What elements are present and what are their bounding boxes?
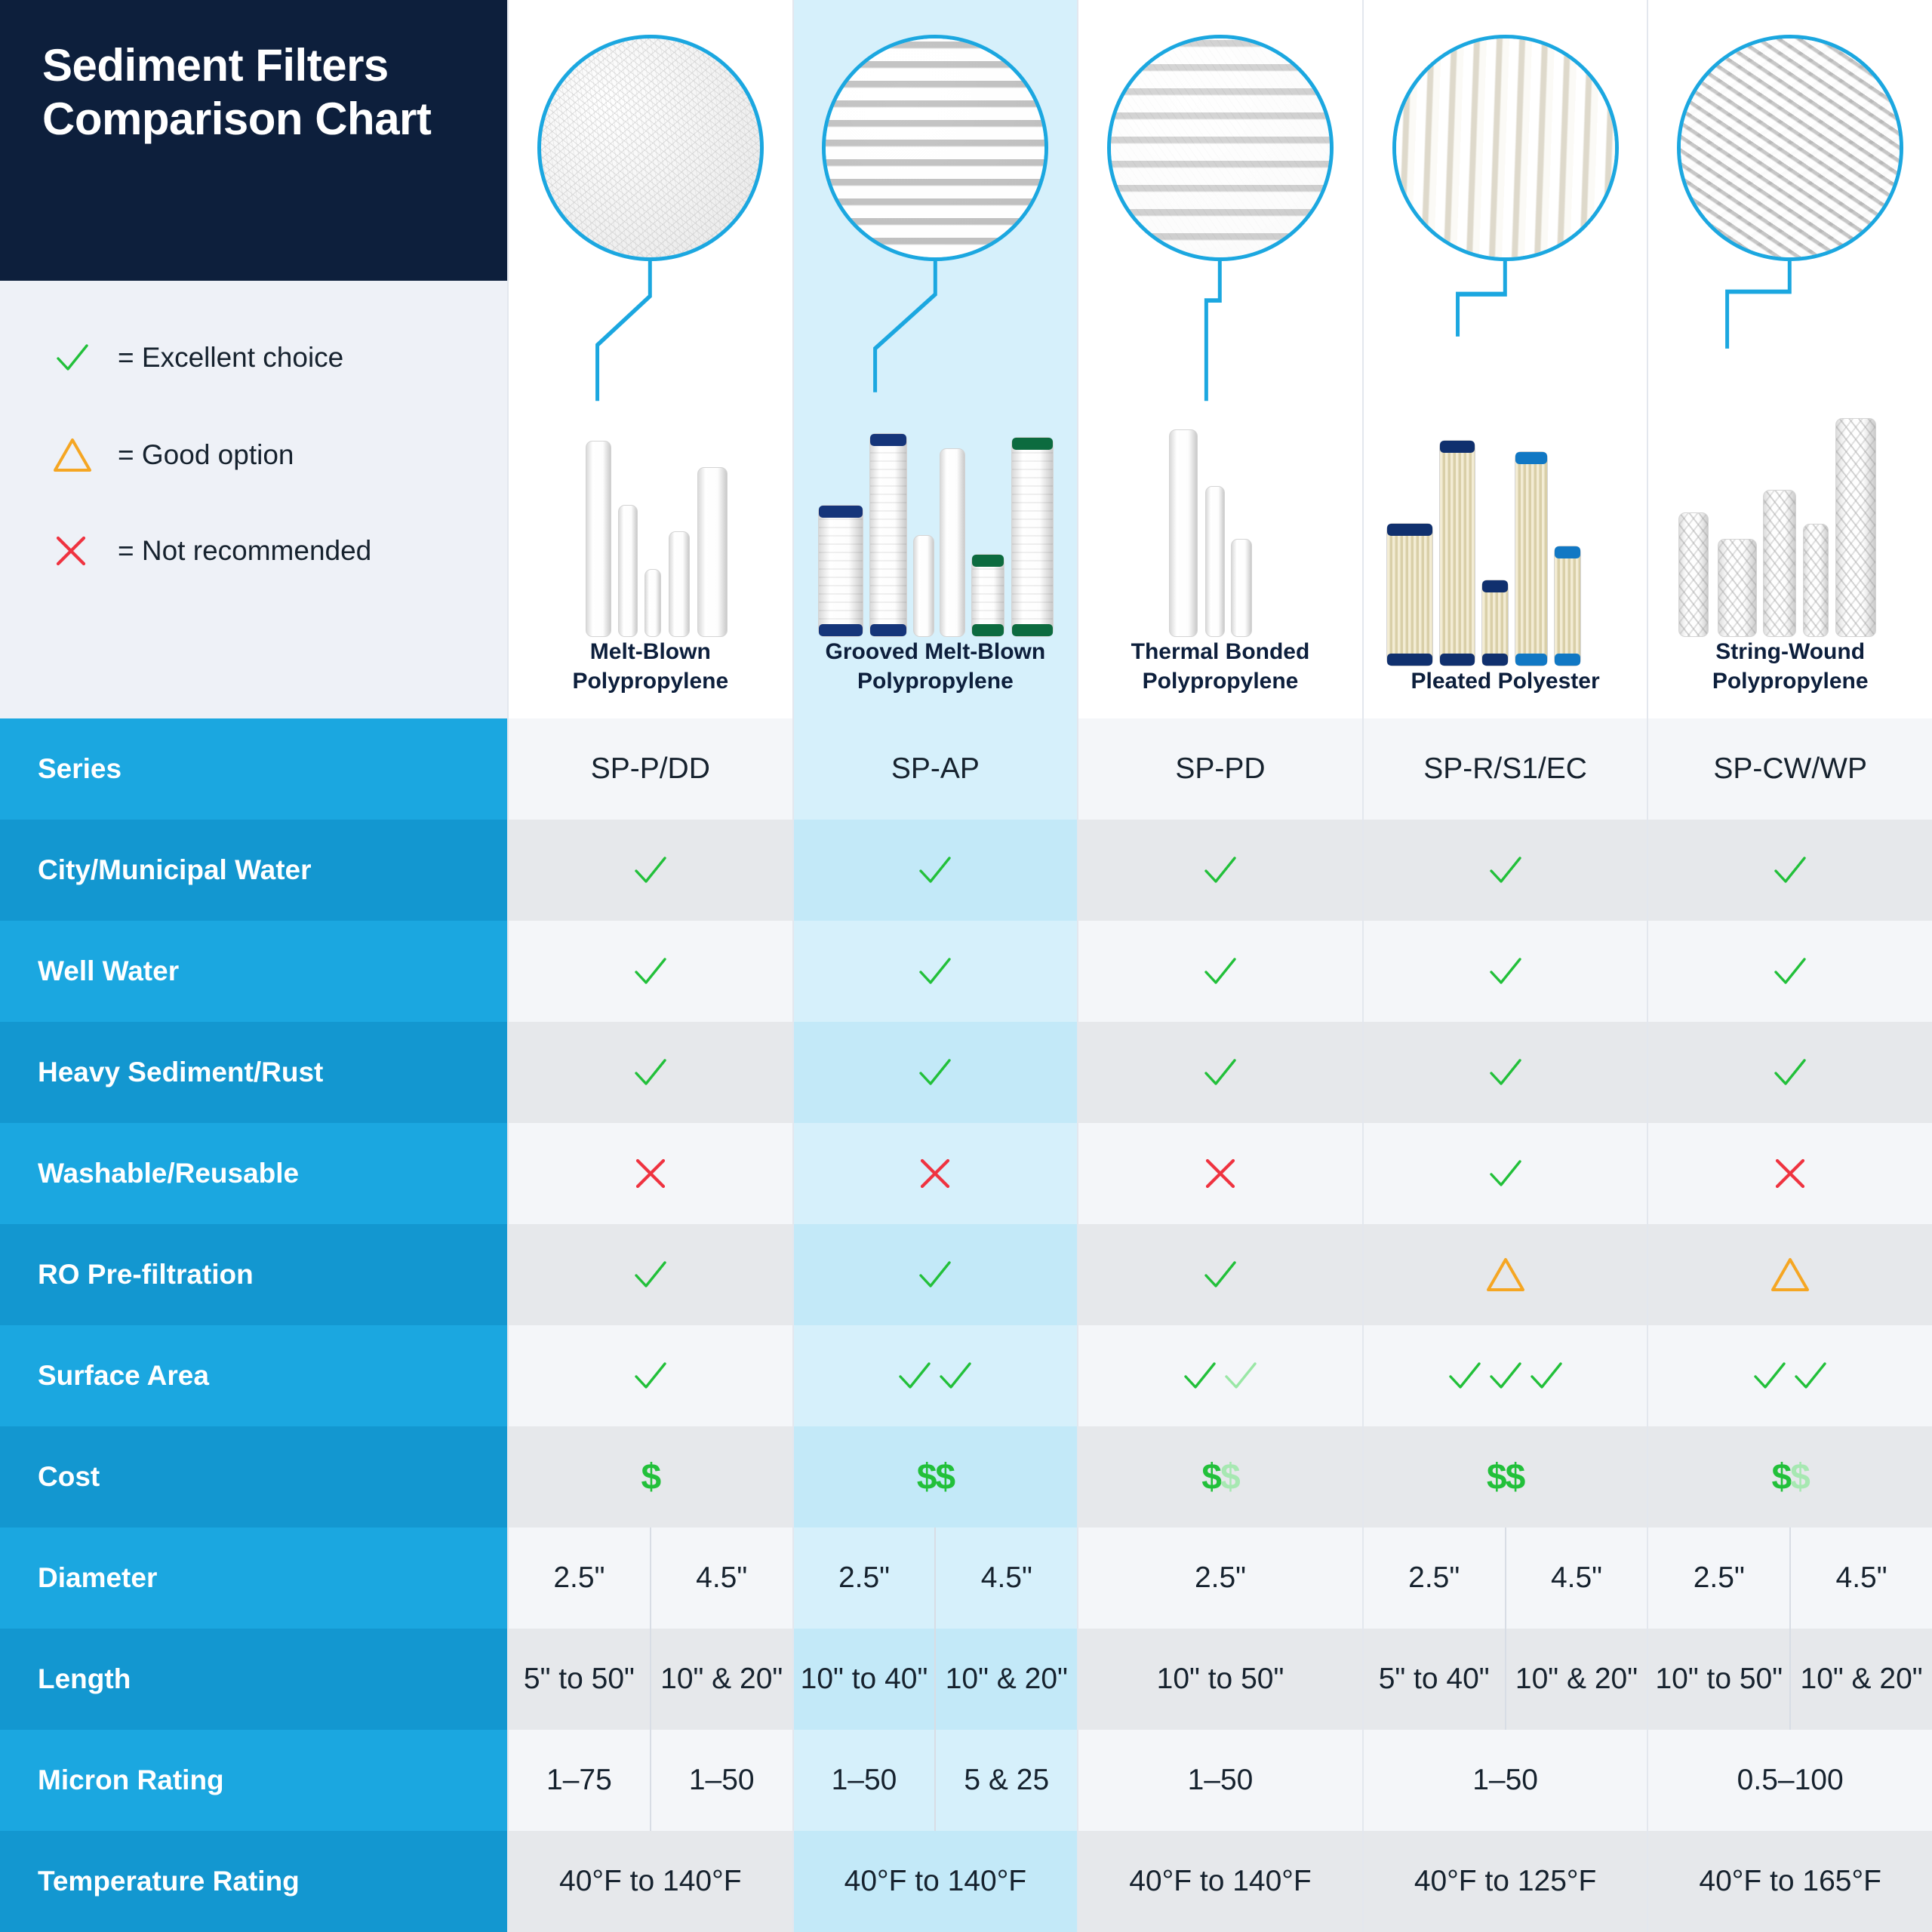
check-icon [1486,952,1525,991]
cell-temp-4: 40°F to 125°F [1362,1831,1647,1932]
cell-length-3: 10" to 50" [1077,1629,1362,1730]
row-label: RO Pre-filtration [0,1224,507,1325]
table-row-well-water [0,921,1932,1022]
cell-city-2 [792,820,1078,921]
cell-cost-5 [1647,1426,1932,1527]
check-icon [1445,1356,1484,1395]
rating-checks [895,1356,975,1395]
cost-rating [1771,1457,1808,1498]
page-title: Sediment Filters Comparison Chart [42,40,432,144]
cell-series-4: SP-R/S1/EC [1362,718,1647,820]
cell-city-1 [507,820,792,921]
cell-cost-3 [1077,1426,1362,1527]
dollar-icon-faded: $ [1220,1457,1239,1497]
cell-length-2 [792,1629,1078,1730]
chart-header [0,0,1932,718]
cost-rating [641,1457,660,1498]
check-icon [1791,1356,1830,1395]
row-label: Surface Area [0,1325,507,1426]
cell-length-4b: 10" & 20" [1505,1629,1647,1730]
table-row-ro-prefiltration [0,1224,1932,1325]
check-icon [1486,1154,1525,1193]
cell-length-5 [1647,1629,1932,1730]
dollar-icon: $ [1771,1457,1791,1497]
cell-washable-5 [1647,1123,1932,1224]
cell-city-5 [1647,820,1932,921]
cell-diameter-2b: 4.5" [934,1527,1077,1629]
rating-checks [1445,1356,1566,1395]
cell-diameter-1 [507,1527,792,1629]
cell-heavy-3 [1077,1022,1362,1123]
row-label: Micron Rating [0,1730,507,1831]
check-icon [936,1356,975,1395]
cell-micron-1a: 1–75 [546,1764,612,1796]
string-wound-filter-illustration [1648,261,1932,637]
table-row-cost [0,1426,1932,1527]
legend [0,281,507,718]
cell-diameter-2a: 2.5" [838,1561,891,1594]
legend-label-excellent: = Excellent choice [118,342,344,373]
cell-temp-5: 40°F to 165°F [1647,1831,1932,1932]
product-label: Thermal Bonded Polypropylene [1131,639,1310,694]
cell-micron-5: 0.5–100 [1647,1730,1932,1831]
cell-length-4 [1362,1629,1647,1730]
swatch-wrap [509,35,792,261]
check-icon [1750,1356,1789,1395]
cell-series-1: SP-P/DD [507,718,792,820]
cell-micron-4: 1–50 [1362,1730,1647,1831]
cell-surface-3 [1077,1325,1362,1426]
cell-micron-1b: 1–50 [650,1730,792,1831]
cell-well-2 [792,921,1078,1022]
cell-washable-4 [1362,1123,1647,1224]
swatch-wrap [794,35,1078,261]
cell-surface-5 [1647,1325,1932,1426]
cell-well-1 [507,921,792,1022]
check-icon [1770,851,1810,890]
legend-label-good: = Good option [118,439,294,470]
table-row-heavy-sediment [0,1022,1932,1123]
check-icon [1201,851,1240,890]
table-row-micron-rating [0,1730,1932,1831]
cell-cost-4 [1362,1426,1647,1527]
dollar-icon-faded: $ [1790,1457,1809,1497]
check-icon [631,851,670,890]
x-icon [1202,1155,1238,1192]
row-label: Well Water [0,921,507,1022]
cell-well-4 [1362,921,1647,1022]
cell-series-3: SP-PD [1077,718,1362,820]
swatch-wrap [1648,35,1932,261]
check-icon [915,851,955,890]
pleated-polyester-texture-icon [1392,35,1619,261]
triangle-icon [1486,1256,1525,1294]
cell-length-5a: 10" to 50" [1655,1663,1783,1695]
legend-label-not-recommended: = Not recommended [118,535,372,566]
cell-heavy-4 [1362,1022,1647,1123]
cell-diameter-2 [792,1527,1078,1629]
triangle-icon [53,436,118,474]
cell-diameter-5b: 4.5" [1789,1527,1932,1629]
dollar-icon: $ [916,1457,936,1497]
dollar-icon: $ [1505,1457,1524,1497]
cell-heavy-5 [1647,1022,1932,1123]
pleated-polyester-filter-illustration [1364,261,1647,666]
check-icon [1201,1053,1240,1092]
row-label: Series [0,718,507,820]
rating-checks [1180,1356,1260,1395]
cell-ro-3 [1077,1224,1362,1325]
header-left-panel [0,0,507,718]
cost-rating [917,1457,954,1498]
product-column-string-wound [1647,0,1932,718]
cell-diameter-1a: 2.5" [553,1561,605,1594]
thermal-bonded-filter-illustration [1078,261,1362,637]
title-box [0,0,507,281]
check-icon [1486,851,1525,890]
check-icon [915,1053,955,1092]
comparison-table [0,718,1932,1932]
cell-heavy-2 [792,1022,1078,1123]
cell-temp-1: 40°F to 140°F [507,1831,792,1932]
cell-length-2a: 10" to 40" [800,1663,928,1695]
cell-micron-2a: 1–50 [831,1764,897,1796]
check-icon [53,338,118,377]
dollar-icon: $ [1486,1457,1506,1497]
cell-well-5 [1647,921,1932,1022]
check-icon [1201,1255,1240,1294]
cell-diameter-1b: 4.5" [650,1527,792,1629]
cell-length-2b: 10" & 20" [934,1629,1077,1730]
check-icon [1527,1356,1566,1395]
table-row-series [0,718,1932,820]
product-columns [507,0,1932,718]
check-icon [1486,1053,1525,1092]
grooved-melt-blown-filter-illustration [794,261,1078,637]
grooved-melt-blown-texture-icon [822,35,1048,261]
row-label: Cost [0,1426,507,1527]
cell-diameter-4a: 2.5" [1408,1561,1460,1594]
table-row-surface-area [0,1325,1932,1426]
product-column-grooved-melt-blown [792,0,1078,718]
cell-washable-3 [1077,1123,1362,1224]
cell-heavy-1 [507,1022,792,1123]
check-icon [915,952,955,991]
triangle-icon [1770,1256,1810,1294]
cell-length-5b: 10" & 20" [1789,1629,1932,1730]
cell-cost-1 [507,1426,792,1527]
cell-micron-2b: 5 & 25 [934,1730,1077,1831]
table-row-diameter [0,1527,1932,1629]
rating-checks [631,1356,670,1395]
dollar-icon: $ [641,1457,660,1497]
cell-surface-2 [792,1325,1078,1426]
cell-city-3 [1077,820,1362,921]
check-icon [1201,952,1240,991]
swatch-wrap [1364,35,1647,261]
product-column-melt-blown [507,0,792,718]
cost-rating [1487,1457,1524,1498]
cell-ro-2 [792,1224,1078,1325]
product-label: Grooved Melt-Blown Polypropylene [825,639,1046,694]
check-icon [631,1053,670,1092]
cell-series-5: SP-CW/WP [1647,718,1932,820]
cell-series-2: SP-AP [792,718,1078,820]
check-icon [1770,952,1810,991]
legend-item-excellent [53,338,507,377]
melt-blown-filter-illustration [509,261,792,637]
legend-item-good [53,436,507,474]
cell-ro-5 [1647,1224,1932,1325]
melt-blown-texture-icon [537,35,764,261]
cost-rating [1201,1457,1238,1498]
check-icon-faded [1221,1356,1260,1395]
legend-item-not-recommended [53,533,507,569]
cell-diameter-5 [1647,1527,1932,1629]
string-wound-texture-icon [1677,35,1903,261]
cell-ro-1 [507,1224,792,1325]
check-icon [895,1356,934,1395]
cell-diameter-3: 2.5" [1077,1527,1362,1629]
rating-checks [1750,1356,1830,1395]
check-icon [1486,1356,1525,1395]
check-icon [631,1255,670,1294]
check-icon [1180,1356,1220,1395]
x-icon [1772,1155,1808,1192]
table-row-temperature-rating [0,1831,1932,1932]
table-row-length [0,1629,1932,1730]
product-label: Pleated Polyester [1411,669,1600,694]
cell-micron-1 [507,1730,792,1831]
cell-washable-1 [507,1123,792,1224]
cell-diameter-4 [1362,1527,1647,1629]
thermal-bonded-texture-icon [1107,35,1334,261]
table-row-city-water [0,820,1932,921]
cell-ro-4 [1362,1224,1647,1325]
cell-city-4 [1362,820,1647,921]
dollar-icon: $ [935,1457,955,1497]
dollar-icon: $ [1201,1457,1220,1497]
cell-length-1 [507,1629,792,1730]
row-label: Length [0,1629,507,1730]
cell-well-3 [1077,921,1362,1022]
x-icon [917,1155,953,1192]
cell-micron-3: 1–50 [1077,1730,1362,1831]
cell-washable-2 [792,1123,1078,1224]
cell-diameter-5a: 2.5" [1693,1561,1745,1594]
x-icon [632,1155,669,1192]
table-row-washable [0,1123,1932,1224]
row-label: Temperature Rating [0,1831,507,1932]
cell-temp-3: 40°F to 140°F [1077,1831,1362,1932]
cell-length-1b: 10" & 20" [650,1629,792,1730]
row-label: Diameter [0,1527,507,1629]
cell-length-1a: 5" to 50" [523,1663,635,1695]
row-label: Heavy Sediment/Rust [0,1022,507,1123]
check-icon [915,1255,955,1294]
cell-surface-4 [1362,1325,1647,1426]
swatch-wrap [1078,35,1362,261]
cell-micron-2 [792,1730,1078,1831]
row-label: Washable/Reusable [0,1123,507,1224]
cell-diameter-4b: 4.5" [1505,1527,1647,1629]
product-label: Melt-Blown Polypropylene [572,639,729,694]
check-icon [631,1356,670,1395]
product-label: String-Wound Polypropylene [1712,639,1869,694]
cell-temp-2: 40°F to 140°F [792,1831,1078,1932]
check-icon [1770,1053,1810,1092]
product-column-pleated-polyester [1362,0,1647,718]
cell-surface-1 [507,1325,792,1426]
product-column-thermal-bonded [1077,0,1362,718]
row-label: City/Municipal Water [0,820,507,921]
x-icon [53,533,118,569]
cell-cost-2 [792,1426,1078,1527]
check-icon [631,952,670,991]
cell-length-4a: 5" to 40" [1378,1663,1490,1695]
